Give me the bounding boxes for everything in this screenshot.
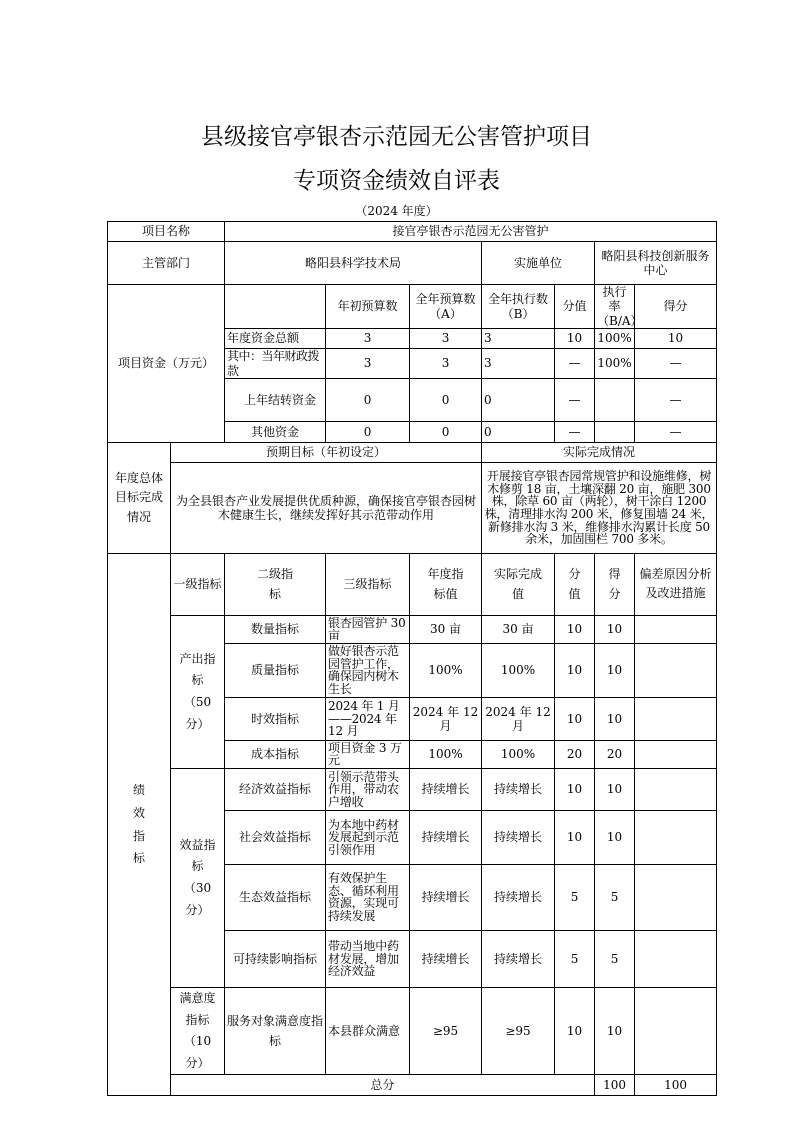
funds-cell: 0 — [410, 378, 482, 421]
reason-value — [635, 768, 717, 810]
l2-indicator: 质量指标 — [225, 643, 326, 697]
perf-label: 绩效指标 — [108, 553, 171, 1095]
reason-value — [635, 987, 717, 1074]
funds-row-name: 其中：当年财政拨款 — [225, 349, 326, 379]
got-value: 10 — [595, 810, 635, 864]
perf-header: 得分 — [595, 553, 635, 615]
funds-cell: 0 — [410, 421, 482, 442]
l2-indicator: 时效指标 — [225, 697, 326, 740]
funds-cell: — — [555, 378, 595, 421]
got-value: 10 — [595, 615, 635, 643]
funds-cell — [595, 421, 635, 442]
l2-indicator: 社会效益指标 — [225, 810, 326, 864]
got-value: 10 — [595, 768, 635, 810]
actual-value: 2024 年 12 月 — [482, 697, 555, 740]
goals-actual: 开展接官亭银杏园常规管护和设施维修，树木修剪 18 亩，土壤深翻 20 亩，施肥 300 株，除草 60 亩（两轮），树干涂白 1200 株，清理排水沟 200 米，修复围墙 24 米，新修排水沟 3 米，维修排水沟累计长度 50 余米，加固围栏 700 多米。 — [482, 462, 717, 553]
l2-indicator: 数量指标 — [225, 615, 326, 643]
funds-cell: 3 — [482, 349, 555, 379]
funds-corner — [225, 285, 326, 329]
project-name-label: 项目名称 — [108, 222, 225, 242]
target-value: 持续增长 — [410, 930, 482, 987]
l2-indicator: 生态效益指标 — [225, 864, 326, 930]
l3-indicator: 做好银杏示范园管护工作，确保园内树木生长 — [326, 643, 410, 697]
funds-cell: 3 — [410, 329, 482, 349]
score-value: 10 — [555, 987, 595, 1074]
funds-cell: 10 — [635, 329, 717, 349]
page-title: 县级接官亭银杏示范园无公害管护项目 — [201, 124, 592, 150]
group-output: 产出指标（50 分） — [171, 615, 225, 768]
funds-header: 年初预算数 — [326, 285, 410, 329]
funds-cell: 3 — [326, 349, 410, 379]
score-value: 10 — [555, 643, 595, 697]
dept-value: 略阳县科学技术局 — [225, 242, 482, 285]
goals-expected-header: 预期目标（年初设定） — [171, 442, 482, 462]
goals-label: 年度总体目标完成情况 — [108, 442, 171, 553]
perf-header: 年度指标值 — [410, 553, 482, 615]
target-value: 持续增长 — [410, 768, 482, 810]
reason-value — [635, 930, 717, 987]
got-value: 10 — [595, 643, 635, 697]
funds-header: 全年预算数（A） — [410, 285, 482, 329]
l3-indicator: 引领示范带头作用，带动农户增收 — [326, 768, 410, 810]
funds-cell: 3 — [410, 349, 482, 379]
target-value: 100% — [410, 643, 482, 697]
actual-value: 持续增长 — [482, 768, 555, 810]
reason-value — [635, 643, 717, 697]
perf-header: 偏差原因分析及改进措施 — [635, 553, 717, 615]
score-value: 10 — [555, 768, 595, 810]
l3-indicator: 2024 年 1 月——2024 年 12 月 — [326, 697, 410, 740]
target-value: 30 亩 — [410, 615, 482, 643]
funds-header: 分值 — [555, 285, 595, 329]
impl-label: 实施单位 — [482, 242, 595, 285]
goals-expected: 为全县银杏产业发展提供优质种源，确保接官亭银杏园树木健康生长，继续发挥好其示范带动作用 — [171, 462, 482, 553]
funds-cell — [595, 378, 635, 421]
actual-value: ≥95 — [482, 987, 555, 1074]
l3-indicator: 带动当地中药材发展，增加经济效益 — [326, 930, 410, 987]
score-value: 5 — [555, 864, 595, 930]
perf-header: 分值 — [555, 553, 595, 615]
funds-cell: — — [555, 421, 595, 442]
l3-indicator: 项目资金 3 万元 — [326, 740, 410, 768]
group-satisfaction: 满意度指标（10 分） — [171, 987, 225, 1074]
funds-cell: 0 — [326, 378, 410, 421]
project-name-value: 接官亭银杏示范园无公害管护 — [225, 222, 717, 242]
target-value: 2024 年 12 月 — [410, 697, 482, 740]
actual-value: 持续增长 — [482, 810, 555, 864]
got-value: 10 — [595, 697, 635, 740]
funds-cell: 100% — [595, 349, 635, 379]
page-subtitle: 专项资金绩效自评表 — [293, 168, 500, 194]
funds-label: 项目资金（万元） — [108, 285, 225, 443]
group-benefit: 效益指标（30 分） — [171, 768, 225, 987]
funds-header: 得分 — [635, 285, 717, 329]
actual-value: 100% — [482, 740, 555, 768]
got-value: 5 — [595, 864, 635, 930]
l2-indicator: 成本指标 — [225, 740, 326, 768]
funds-cell: 10 — [555, 329, 595, 349]
impl-value: 略阳县科技创新服务中心 — [595, 242, 717, 285]
score-value: 10 — [555, 615, 595, 643]
reason-value — [635, 810, 717, 864]
score-value: 10 — [555, 810, 595, 864]
funds-row-name: 上年结转资金 — [225, 378, 326, 421]
score-value: 20 — [555, 740, 595, 768]
funds-cell: — — [635, 349, 717, 379]
funds-cell: — — [635, 378, 717, 421]
l3-indicator: 银杏园管护 30 亩 — [326, 615, 410, 643]
dept-label: 主管部门 — [108, 242, 225, 285]
reason-value — [635, 697, 717, 740]
funds-cell: — — [555, 349, 595, 379]
funds-header: 全年执行数（B） — [482, 285, 555, 329]
evaluation-table — [107, 221, 717, 1096]
perf-header: 二级指标 — [225, 553, 326, 615]
report-year: （2024 年度） — [355, 204, 438, 218]
target-value: 持续增长 — [410, 810, 482, 864]
funds-cell: 0 — [482, 378, 555, 421]
reason-value — [635, 864, 717, 930]
total-score: 100 — [595, 1075, 635, 1096]
perf-header: 实际完成值 — [482, 553, 555, 615]
reason-value — [635, 615, 717, 643]
l2-indicator: 可持续影响指标 — [225, 930, 326, 987]
target-value: ≥95 — [410, 987, 482, 1074]
perf-header: 三级指标 — [326, 553, 410, 615]
l3-indicator: 本县群众满意 — [326, 987, 410, 1074]
score-value: 5 — [555, 930, 595, 987]
l3-indicator: 为本地中药材发展起到示范引领作用 — [326, 810, 410, 864]
actual-value: 持续增长 — [482, 930, 555, 987]
got-value: 5 — [595, 930, 635, 987]
target-value: 100% — [410, 740, 482, 768]
funds-row-name: 其他资金 — [225, 421, 326, 442]
score-value: 10 — [555, 697, 595, 740]
actual-value: 持续增长 — [482, 864, 555, 930]
funds-header: 执行率（B/A） — [595, 285, 635, 329]
goals-actual-header: 实际完成情况 — [482, 442, 717, 462]
funds-row-name: 年度资金总额 — [225, 329, 326, 349]
l2-indicator: 经济效益指标 — [225, 768, 326, 810]
perf-header: 一级指标 — [171, 553, 225, 615]
funds-cell: — — [635, 421, 717, 442]
l3-indicator: 有效保护生态、循环利用资源，实现可持续发展 — [326, 864, 410, 930]
total-label: 总分 — [171, 1075, 595, 1096]
actual-value: 100% — [482, 643, 555, 697]
l2-indicator: 服务对象满意度指标 — [225, 987, 326, 1074]
target-value: 持续增长 — [410, 864, 482, 930]
got-value: 20 — [595, 740, 635, 768]
total-got: 100 — [635, 1075, 717, 1096]
reason-value — [635, 740, 717, 768]
got-value: 10 — [595, 987, 635, 1074]
funds-cell: 0 — [326, 421, 410, 442]
funds-cell: 3 — [482, 329, 555, 349]
funds-cell: 0 — [482, 421, 555, 442]
funds-cell: 100% — [595, 329, 635, 349]
actual-value: 30 亩 — [482, 615, 555, 643]
funds-cell: 3 — [326, 329, 410, 349]
